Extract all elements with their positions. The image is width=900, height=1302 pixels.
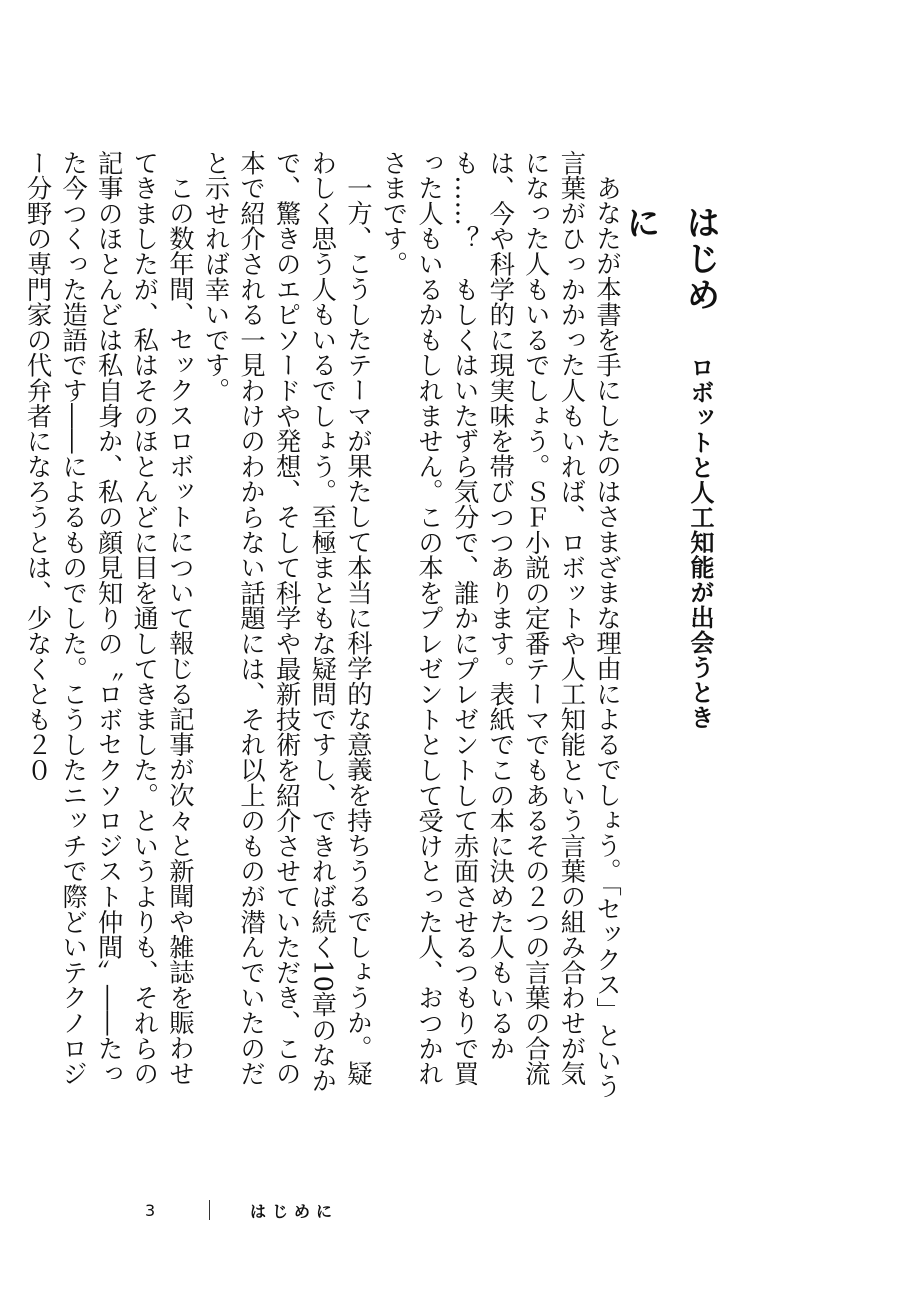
paragraph-1: あなたが本書を手にしたのはさまざまな理由によるでしょう。「セックス」という言葉がひっかかった人もいれば、ロボットや人工知能という言葉の組み合わせが気になった人もいるでしょう。ＳＦ小説の定番テーマでもあるその２つの言葉の合流は、今や科学的に現実味を帯びつつあります。表紙でこの本に決めた人もいるかも……？ もしくはいたずら気分で、誰かにプレゼントして赤面させるつもりで買った人もいるかもしれません。この本をプレゼントとして受けとった人、おつかれさまです。: [379, 150, 622, 1099]
page-footer: [145, 1195, 338, 1225]
paragraph-2: 一方、こうしたテーマが果たして本当に科学的な意義を持ちうるでしょうか。疑わしく思う人もいるでしょう。至極まともな疑問ですし、できれば続く10章のなかで、驚きのエピソードや発想、そして科学や最新技術を紹介させていただき、この本で紹介される一見わけのわからない話題には、それ以上のものが潜んでいたのだと示せれば幸いです。: [201, 150, 373, 1093]
footer-divider: [209, 1200, 210, 1220]
chapter-subtitle: ロボットと人工知能が出会うとき: [686, 355, 714, 730]
paragraph-3: この数年間、セックスロボットについて報じる記事が次々と新聞や雑誌を賑わせてきましたが、私はそのほとんどに目を通してきました。というよりも、それらの記事のほとんどは私自身か、私の顔見知りの〝ロボセクソロジスト仲間〟――たった今つくった造語です――によるものでした。こうしたニッチで際どいテクノロジー分野の専門家の代弁者になろうとは、少なくとも２０: [23, 150, 195, 1087]
page-number: 3: [145, 1200, 156, 1220]
body-text: [23, 150, 625, 1110]
running-head: はじめに: [250, 1201, 339, 1221]
chapter-title: はじめに: [620, 205, 720, 313]
